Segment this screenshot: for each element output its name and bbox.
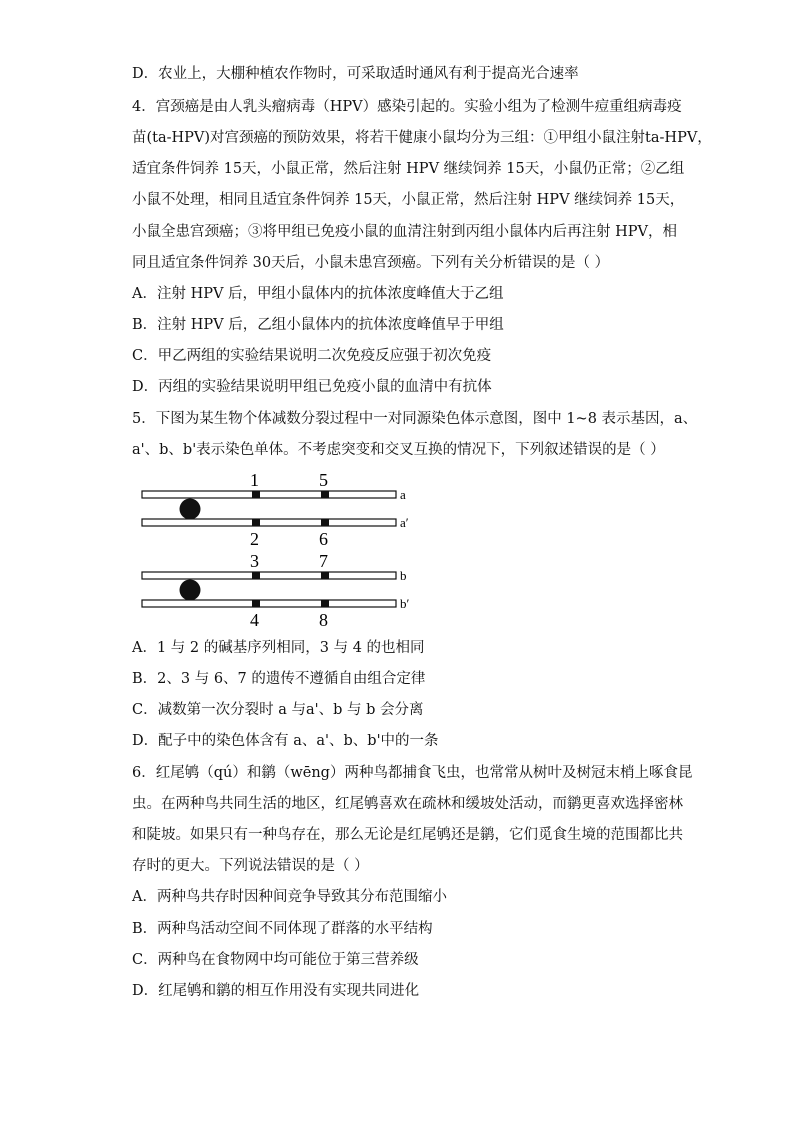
question-6-option-c: C．两种鸟在食物网中均可能位于第三营养级 bbox=[132, 952, 419, 968]
option-d-q3: D．农业上，大棚种植农作物时，可采取适时通风有利于提高光合速率 bbox=[132, 66, 579, 82]
question-6-stem-line-4: 存时的更大。下列说法错误的是（ ） bbox=[132, 858, 369, 874]
chromosome-diagram bbox=[138, 468, 428, 628]
gene-label-6: 6 bbox=[319, 529, 328, 549]
gene-band-4 bbox=[252, 600, 260, 607]
gene-label-3: 3 bbox=[250, 551, 259, 571]
question-4-stem-line-3: 适宜条件饲养 15天，小鼠正常，然后注射 HPV 继续饲养 15天，小鼠仍正常；②乙组 bbox=[132, 161, 685, 177]
question-4-stem-line-4: 小鼠不处理，相同且适宜条件饲养 15天，小鼠正常，然后注射 HPV 继续饲养 15天， bbox=[132, 192, 685, 208]
question-5-option-c: C．减数第一次分裂时 a 与a'、b 与 b 会分离 bbox=[132, 702, 424, 718]
chromatid-label-a-prime: a′ bbox=[400, 515, 409, 530]
question-5-option-d: D．配子中的染色体含有 a、a'、b、b'中的一条 bbox=[132, 733, 439, 749]
chromatid-label-a: a bbox=[400, 487, 406, 502]
question-6-option-a: A．两种鸟共存时因种间竞争导致其分布范围缩小 bbox=[132, 889, 447, 905]
gene-label-2: 2 bbox=[250, 529, 259, 549]
chromatid-label-b-prime: b′ bbox=[400, 596, 410, 611]
chromatid-b-prime bbox=[142, 600, 396, 607]
question-6-option-b: B．两种鸟活动空间不同体现了群落的水平结构 bbox=[132, 921, 433, 937]
gene-label-8: 8 bbox=[319, 610, 328, 628]
question-4-stem-line-1: 4．宫颈癌是由人乳头瘤病毒（HPV）感染引起的。实验小组为了检测牛痘重组病毒疫 bbox=[132, 99, 682, 115]
gene-band-3 bbox=[252, 572, 260, 579]
gene-label-4: 4 bbox=[250, 610, 259, 628]
question-4-option-a: A．注射 HPV 后，甲组小鼠体内的抗体浓度峰值大于乙组 bbox=[132, 286, 504, 302]
question-4-stem-line-2: 苗(ta-HPV)对宫颈癌的预防效果，将若干健康小鼠均分为三组：①甲组小鼠注射ta-HPV， bbox=[132, 130, 712, 146]
chromatid-b bbox=[142, 572, 396, 579]
question-4-option-b: B．注射 HPV 后，乙组小鼠体内的抗体浓度峰值早于甲组 bbox=[132, 317, 504, 333]
question-6-stem-line-1: 6．红尾鸲（qú）和鹟（wēng）两种鸟都捕食飞虫，也常常从树叶及树冠末梢上啄食昆 bbox=[132, 765, 693, 781]
gene-band-7 bbox=[321, 572, 329, 579]
centromere-bottom bbox=[180, 580, 201, 601]
question-5-stem-line-2: a'、b、b'表示染色单体。不考虑突变和交叉互换的情况下，下列叙述错误的是（ ） bbox=[132, 442, 665, 458]
gene-label-7: 7 bbox=[319, 551, 328, 571]
question-5-stem-line-1: 5．下图为某生物个体减数分裂过程中一对同源染色体示意图，图中 1~8 表示基因，a、 bbox=[132, 411, 698, 427]
question-6-option-d: D．红尾鸲和鹟的相互作用没有实现共同进化 bbox=[132, 983, 420, 999]
chromatid-a bbox=[142, 491, 396, 498]
centromere-top bbox=[180, 499, 201, 520]
question-4-stem-line-6: 同且适宜条件饲养 30天后，小鼠未患宫颈癌。下列有关分析错误的是（ ） bbox=[132, 255, 610, 271]
gene-band-1 bbox=[252, 491, 260, 498]
question-6-stem-line-3: 和陡坡。如果只有一种鸟存在，那么无论是红尾鸲还是鹟，它们觅食生境的范围都比共 bbox=[132, 827, 683, 843]
gene-band-5 bbox=[321, 491, 329, 498]
question-5-option-a: A．1 与 2 的碱基序列相同，3 与 4 的也相同 bbox=[132, 640, 425, 656]
gene-label-5: 5 bbox=[319, 470, 328, 490]
chromatid-a-prime bbox=[142, 519, 396, 526]
question-4-option-d: D．丙组的实验结果说明甲组已免疫小鼠的血清中有抗体 bbox=[132, 379, 492, 395]
chromatid-label-b: b bbox=[400, 568, 407, 583]
gene-band-8 bbox=[321, 600, 329, 607]
question-4-stem-line-5: 小鼠全患宫颈癌；③将甲组已免疫小鼠的血清注射到丙组小鼠体内后再注射 HPV，相 bbox=[132, 224, 677, 240]
question-6-stem-line-2: 虫。在两种鸟共同生活的地区，红尾鸲喜欢在疏林和缓坡处活动，而鹟更喜欢选择密林 bbox=[132, 796, 683, 812]
gene-band-6 bbox=[321, 519, 329, 526]
question-5-option-b: B．2、3 与 6、7 的遗传不遵循自由组合定律 bbox=[132, 671, 426, 687]
question-4-option-c: C．甲乙两组的实验结果说明二次免疫反应强于初次免疫 bbox=[132, 348, 492, 364]
gene-band-2 bbox=[252, 519, 260, 526]
gene-label-1: 1 bbox=[250, 470, 259, 490]
